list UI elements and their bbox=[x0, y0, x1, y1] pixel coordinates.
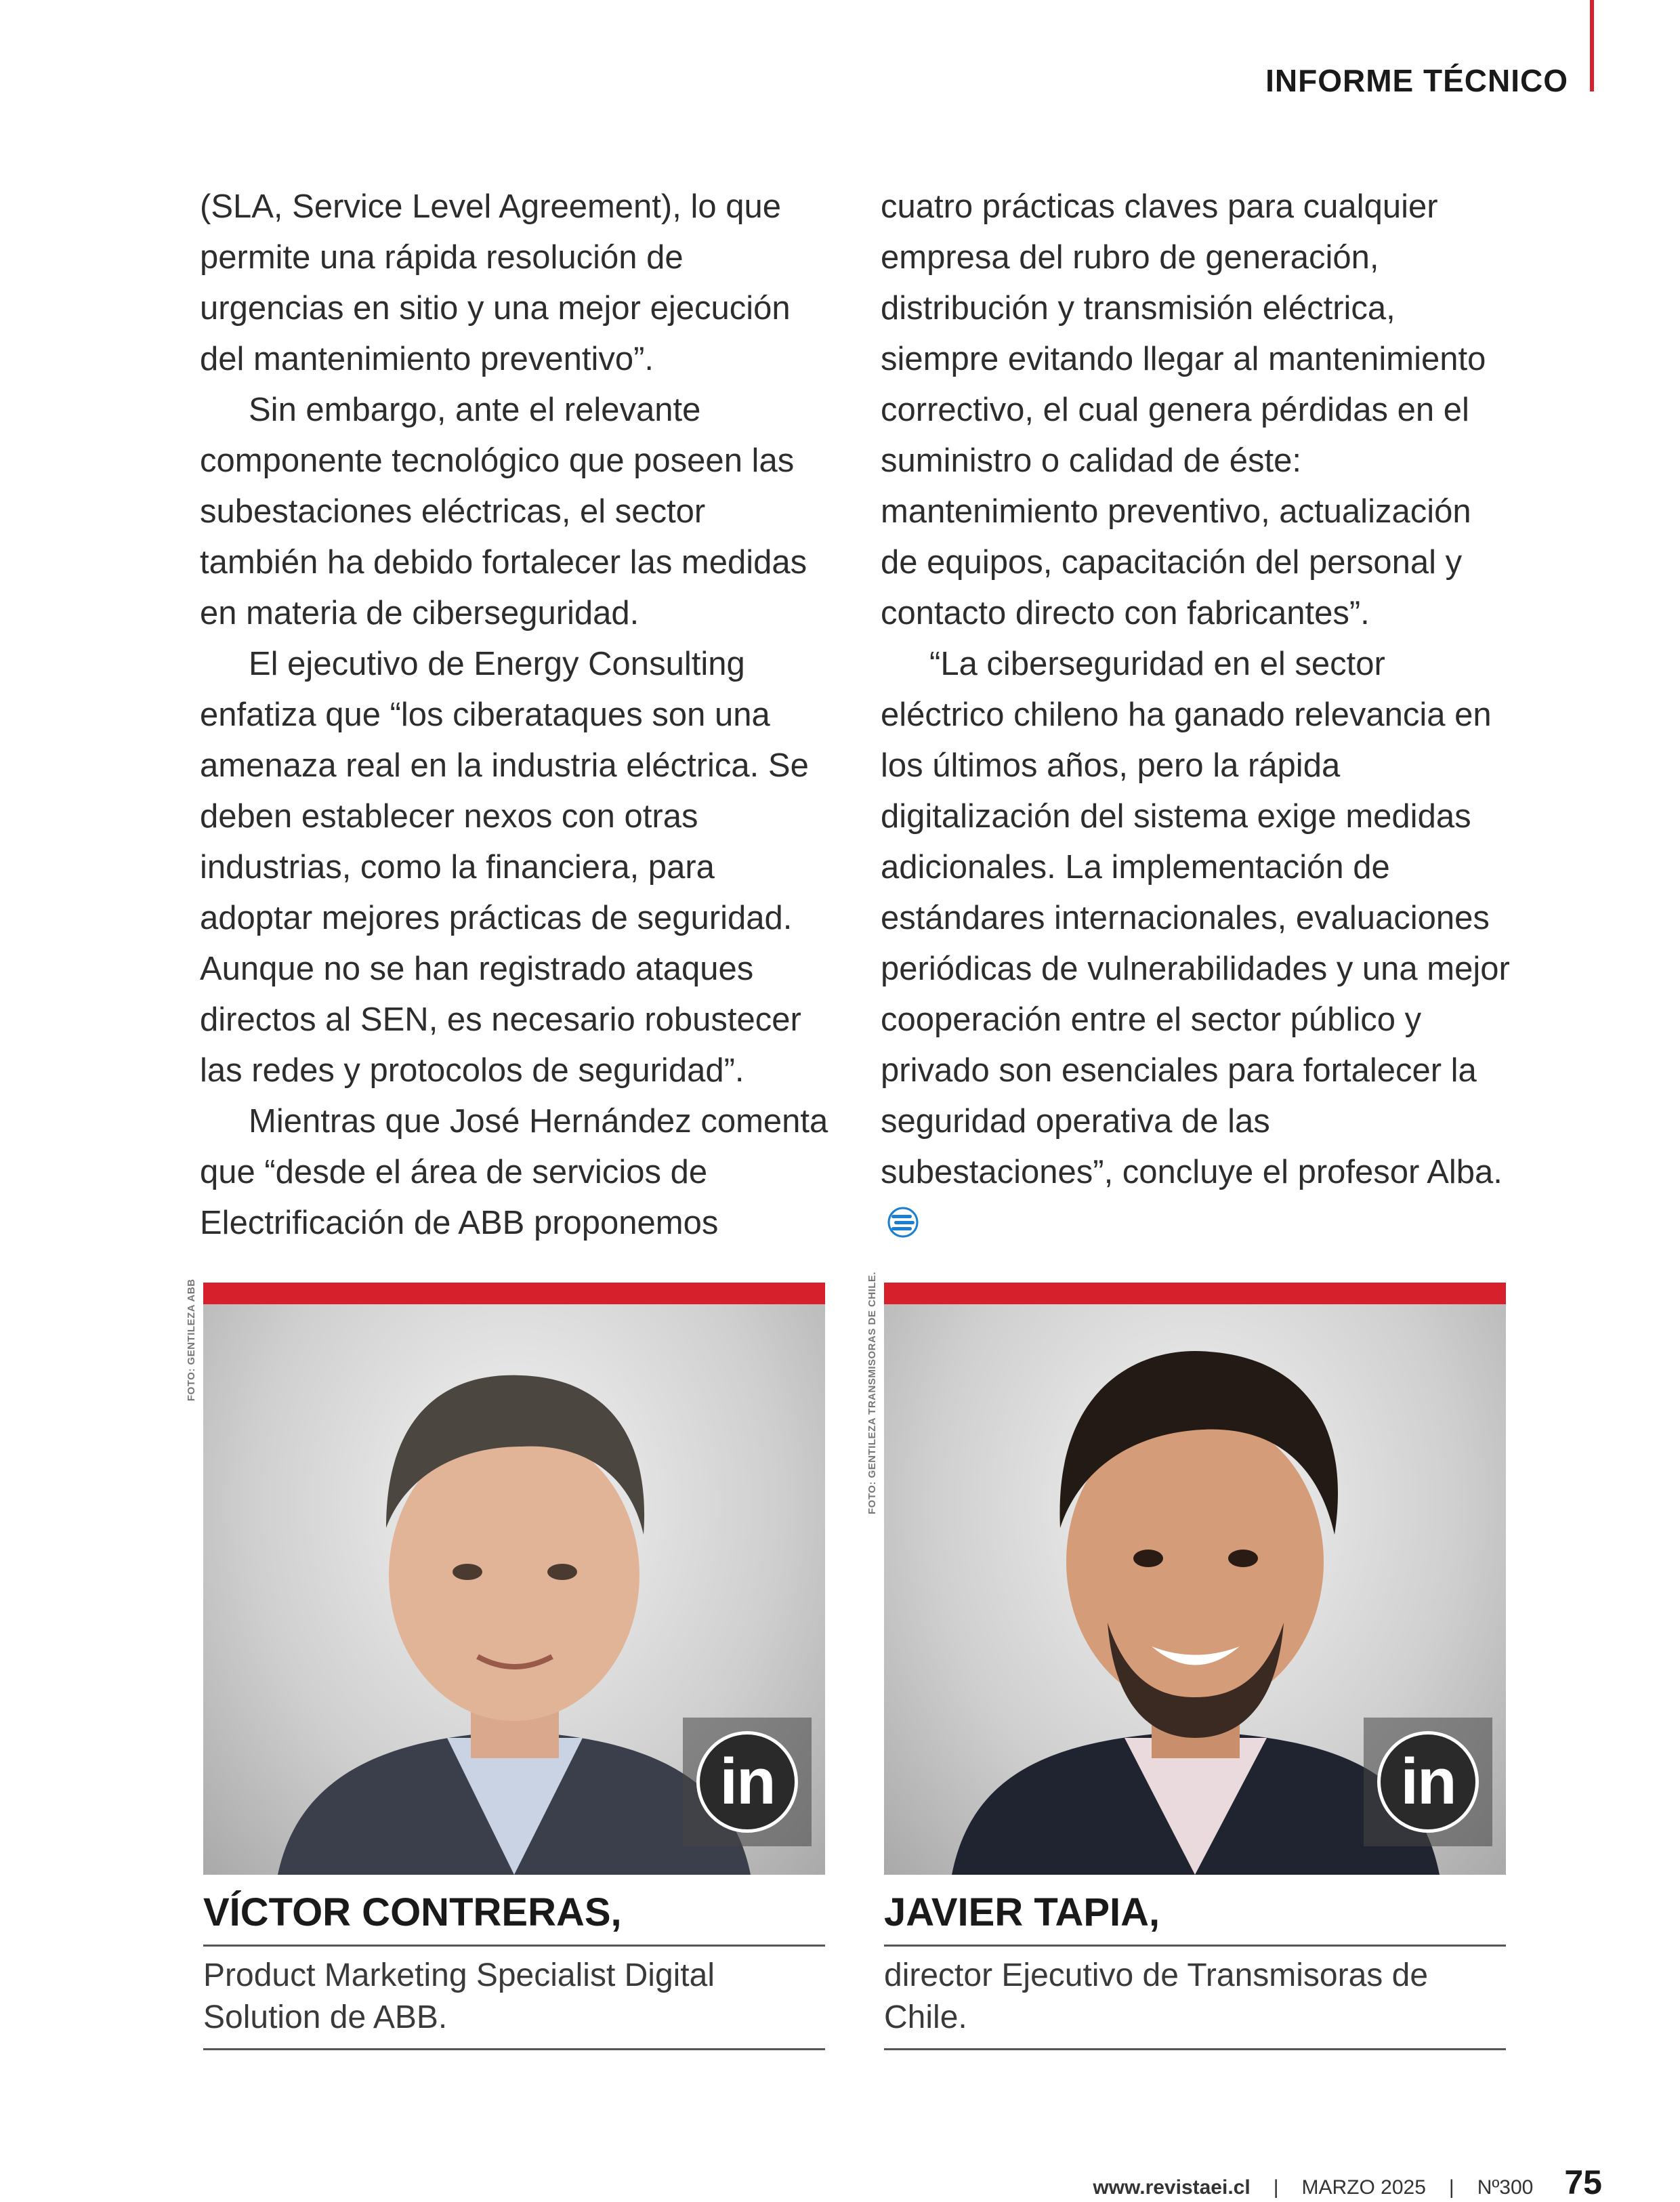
page-number: 75 bbox=[1564, 2163, 1602, 2201]
person-role: Product Marketing Specialist Digital Solution de ABB. bbox=[203, 1947, 825, 2050]
paragraph: Mientras que José Hernández comenta que “desde el área de servicios de Electrificación de ABB proponemos bbox=[200, 1103, 828, 1241]
footer-separator: | bbox=[1448, 2176, 1454, 2199]
article-end-icon bbox=[887, 1207, 919, 1238]
paragraph: cuatro prácticas claves para cualquier empresa del rubro de generación, distribución y transmisión eléctrica, siempre evitando llegar al mantenimiento correctivo, el cual genera pérdidas en el suministro o calidad de éste: mantenimiento preventivo, actualización de equipos, capacitación del personal y contacto directo con fabricantes”. bbox=[881, 188, 1486, 631]
article-column-right bbox=[881, 182, 1511, 1249]
person-name: JAVIER TAPIA, bbox=[884, 1890, 1506, 1947]
linkedin-button[interactable] bbox=[683, 1718, 812, 1846]
linkedin-icon: in bbox=[696, 1731, 798, 1833]
section-title: INFORME TÉCNICO bbox=[1265, 63, 1568, 98]
page-footer bbox=[1093, 2163, 1602, 2202]
photo-credit: FOTO: GENTILEZA ABB bbox=[186, 1279, 197, 1401]
profile-card-javier-tapia bbox=[884, 1283, 1506, 2050]
person-role: director Ejecutivo de Transmisoras de Chile. bbox=[884, 1947, 1506, 2050]
portrait-photo bbox=[884, 1304, 1506, 1875]
person-name: VÍCTOR CONTRERAS, bbox=[203, 1890, 825, 1947]
footer-site-link[interactable]: www.revistaei.cl bbox=[1093, 2176, 1251, 2199]
card-accent-bar bbox=[203, 1283, 825, 1304]
footer-issue: Nº300 bbox=[1477, 2176, 1534, 2199]
article-column-left bbox=[200, 182, 830, 1249]
footer-date: MARZO 2025 bbox=[1301, 2176, 1426, 2199]
photo-credit: FOTO: GENTILEZA TRANSMISORAS DE CHILE. bbox=[866, 1271, 878, 1514]
paragraph: Sin embargo, ante el relevante componente tecnológico que poseen las subestaciones eléctricas, el sector también ha debido fortalecer las medidas en materia de ciberseguridad. bbox=[200, 392, 807, 631]
paragraph: El ejecutivo de Energy Consulting enfatiza que “los ciberataques son una amenaza real en la industria eléctrica. Se deben establecer nexos con otras industrias, como la financiera, para adoptar mejores prácticas de seguridad. Aunque no se han registrado ataques directos al SEN, es necesario robustecer las redes y protocolos de seguridad”. bbox=[200, 646, 809, 1089]
header-accent-rule bbox=[1590, 0, 1594, 91]
paragraph-text: “La ciberseguridad en el sector eléctrico chileno ha ganado relevancia en los últimos años, pero la rápida digitalización del sistema exige medidas adicionales. La implementación de estándares internacionales, evaluaciones periódicas de vulnerabilidades y una mejor cooperación entre el sector público y privado son esenciales para fortalecer la seguridad operativa de las subestaciones”, concluye el profesor Alba. bbox=[881, 646, 1510, 1190]
footer-separator: | bbox=[1273, 2176, 1279, 2199]
linkedin-button[interactable] bbox=[1364, 1718, 1492, 1846]
card-accent-bar bbox=[884, 1283, 1506, 1304]
profile-card-victor-contreras bbox=[203, 1283, 825, 2050]
paragraph: (SLA, Service Level Agreement), lo que permite una rápida resolución de urgencias en sitio y una mejor ejecución del mantenimiento preventivo”. bbox=[200, 188, 791, 377]
linkedin-icon: in bbox=[1377, 1731, 1479, 1833]
portrait-photo bbox=[203, 1304, 825, 1875]
paragraph bbox=[881, 639, 1511, 1249]
